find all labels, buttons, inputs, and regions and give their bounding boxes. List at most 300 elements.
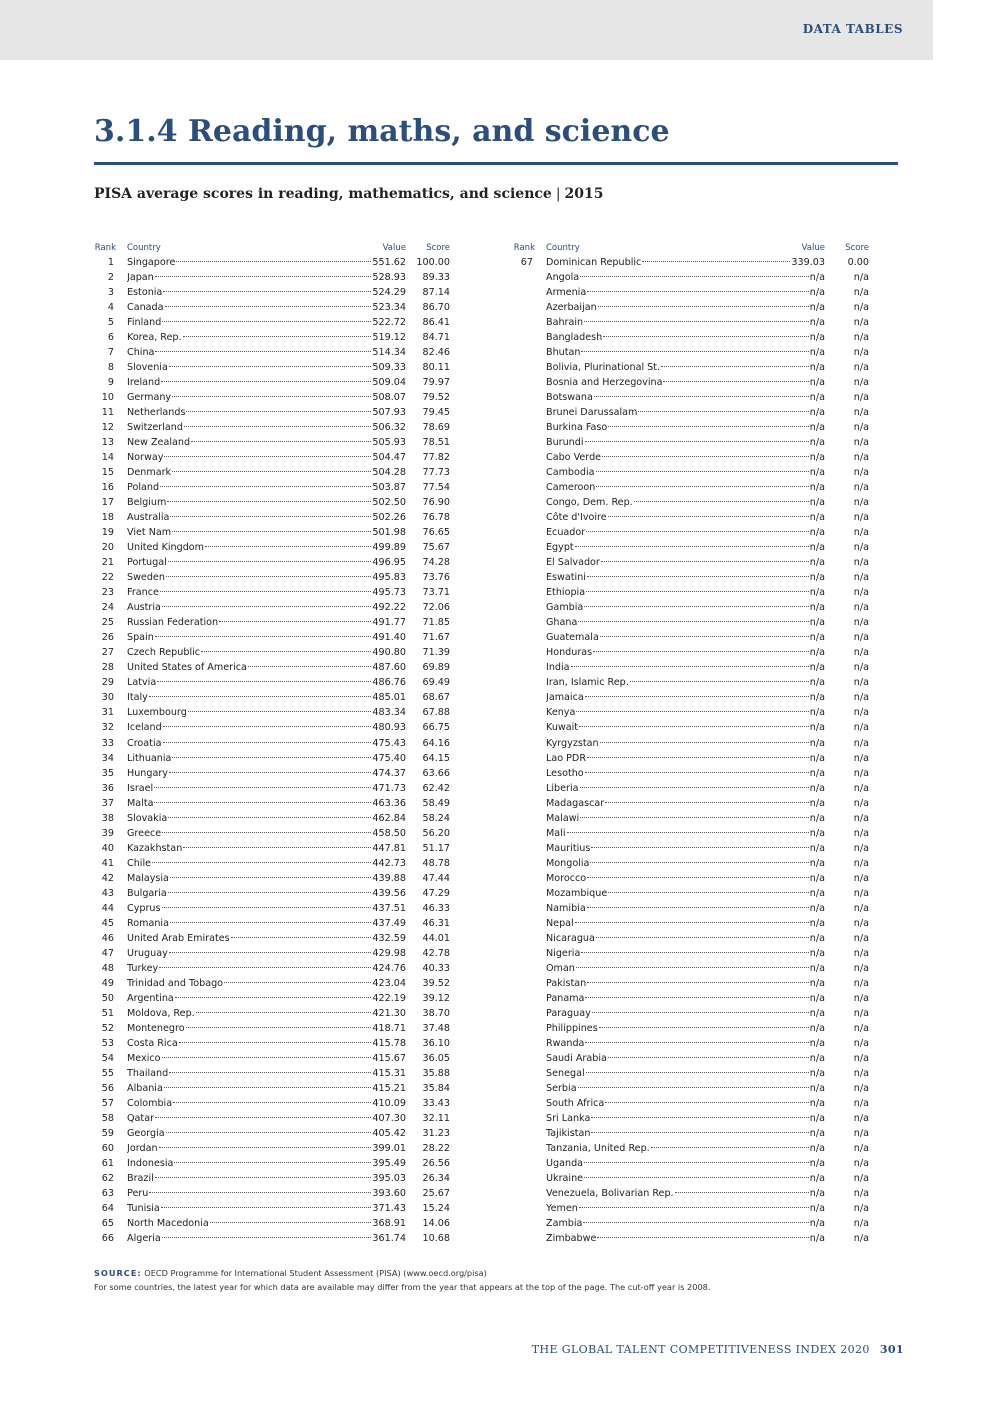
table-row bbox=[94, 811, 450, 826]
table-row bbox=[94, 766, 450, 781]
score-cell: 35.88 bbox=[422, 1067, 450, 1079]
table-row bbox=[94, 901, 450, 916]
country-leader bbox=[127, 720, 406, 735]
table-row bbox=[94, 255, 450, 270]
country-leader bbox=[546, 675, 825, 690]
table-row bbox=[513, 886, 869, 901]
score-cell: 80.11 bbox=[422, 362, 450, 374]
dot-leader bbox=[581, 952, 808, 953]
country-leader bbox=[546, 751, 825, 766]
country-cell: Lesotho bbox=[546, 767, 584, 779]
dot-leader bbox=[170, 877, 372, 878]
table-row bbox=[513, 450, 869, 465]
value-cell: 524.29 bbox=[372, 287, 406, 299]
dot-leader bbox=[578, 1087, 809, 1088]
country-cell: Dominican Republic bbox=[546, 257, 642, 268]
country-leader bbox=[546, 270, 825, 285]
country-cell: Luxembourg bbox=[127, 707, 187, 719]
rank-cell: 58 bbox=[101, 1112, 114, 1124]
dot-leader bbox=[601, 561, 809, 562]
dot-leader bbox=[585, 1042, 808, 1043]
value-cell: n/a bbox=[809, 1082, 825, 1094]
country-leader bbox=[127, 390, 406, 405]
score-cell: 48.78 bbox=[422, 857, 450, 869]
score-cell: n/a bbox=[853, 947, 869, 959]
country-leader bbox=[127, 781, 406, 796]
rank-cell: 57 bbox=[101, 1097, 114, 1109]
header-value: Value bbox=[801, 243, 825, 253]
rank-cell: 55 bbox=[101, 1067, 114, 1079]
country-leader bbox=[546, 1006, 825, 1021]
table-row bbox=[94, 360, 450, 375]
score-cell: 26.56 bbox=[422, 1157, 450, 1169]
table-column-right bbox=[513, 241, 869, 1246]
value-cell: 410.09 bbox=[372, 1097, 406, 1109]
table-row bbox=[94, 495, 450, 510]
table-row bbox=[513, 841, 869, 856]
dot-leader bbox=[598, 306, 809, 307]
table-row bbox=[513, 420, 869, 435]
value-cell: n/a bbox=[809, 632, 825, 644]
table-header bbox=[513, 241, 869, 255]
table-row bbox=[94, 435, 450, 450]
dot-leader bbox=[600, 742, 809, 743]
country-cell: Canada bbox=[127, 302, 164, 314]
table-row bbox=[513, 1036, 869, 1051]
country-leader bbox=[546, 525, 825, 540]
country-leader bbox=[546, 901, 825, 916]
dot-leader bbox=[642, 261, 790, 262]
dot-leader bbox=[154, 802, 371, 803]
value-cell: 361.74 bbox=[372, 1233, 406, 1245]
source-text: OECD Programme for International Student Assessment (PISA) (www.oecd.org/pisa) bbox=[144, 1268, 487, 1278]
value-cell: 507.93 bbox=[372, 407, 406, 419]
table-row bbox=[513, 1021, 869, 1036]
score-cell: 75.67 bbox=[422, 542, 450, 554]
value-cell: 495.73 bbox=[372, 587, 406, 599]
table-row bbox=[513, 1126, 869, 1141]
table-row bbox=[94, 270, 450, 285]
dot-leader bbox=[167, 501, 371, 502]
country-cell: Cyprus bbox=[127, 902, 161, 914]
country-leader bbox=[546, 976, 825, 991]
table-row bbox=[94, 736, 450, 751]
country-cell: Namibia bbox=[546, 902, 586, 914]
dot-leader bbox=[175, 997, 372, 998]
country-leader bbox=[127, 841, 406, 856]
value-cell: n/a bbox=[809, 377, 825, 389]
score-cell: n/a bbox=[853, 347, 869, 359]
country-cell: Honduras bbox=[546, 647, 593, 659]
dot-leader bbox=[608, 516, 809, 517]
table-row bbox=[94, 390, 450, 405]
value-cell: n/a bbox=[809, 527, 825, 539]
country-leader bbox=[127, 916, 406, 931]
score-cell: n/a bbox=[853, 467, 869, 479]
value-cell: 415.31 bbox=[372, 1067, 406, 1079]
country-cell: Botswana bbox=[546, 392, 593, 404]
score-cell: 40.33 bbox=[422, 962, 450, 974]
value-cell: n/a bbox=[809, 872, 825, 884]
value-cell: n/a bbox=[809, 977, 825, 989]
dot-leader bbox=[162, 321, 371, 322]
score-cell: n/a bbox=[853, 722, 869, 734]
score-cell: n/a bbox=[853, 1037, 869, 1049]
country-leader bbox=[127, 690, 406, 705]
value-cell: n/a bbox=[809, 647, 825, 659]
value-cell: 415.78 bbox=[372, 1037, 406, 1049]
country-leader bbox=[546, 931, 825, 946]
table-row bbox=[513, 540, 869, 555]
value-cell: 496.95 bbox=[372, 557, 406, 569]
country-cell: United Kingdom bbox=[127, 542, 205, 554]
country-cell: Tunisia bbox=[127, 1202, 160, 1214]
country-leader bbox=[546, 841, 825, 856]
table-row bbox=[513, 300, 869, 315]
rank-cell: 13 bbox=[101, 437, 114, 449]
table-row bbox=[94, 420, 450, 435]
value-cell: 399.01 bbox=[372, 1142, 406, 1154]
country-leader bbox=[546, 555, 825, 570]
country-leader bbox=[546, 720, 825, 735]
country-cell: Japan bbox=[127, 272, 154, 284]
score-cell: n/a bbox=[853, 617, 869, 629]
dot-leader bbox=[584, 1162, 809, 1163]
table-row bbox=[513, 675, 869, 690]
dot-leader bbox=[675, 1192, 809, 1193]
country-leader bbox=[127, 570, 406, 585]
country-leader bbox=[127, 510, 406, 525]
rank-cell: 60 bbox=[101, 1142, 114, 1154]
value-cell: 502.50 bbox=[372, 497, 406, 509]
value-cell: 447.81 bbox=[372, 842, 406, 854]
rank-cell: 64 bbox=[101, 1202, 114, 1214]
score-cell: 67.88 bbox=[422, 707, 450, 719]
score-cell: 76.90 bbox=[422, 497, 450, 509]
country-cell: Nigeria bbox=[546, 947, 581, 959]
country-leader bbox=[546, 811, 825, 826]
table-row bbox=[94, 615, 450, 630]
country-cell: Bangladesh bbox=[546, 332, 603, 344]
country-cell: Kuwait bbox=[546, 722, 579, 734]
score-cell: n/a bbox=[853, 692, 869, 704]
score-cell: 38.70 bbox=[422, 1007, 450, 1019]
country-cell: Thailand bbox=[127, 1067, 169, 1079]
country-leader bbox=[546, 420, 825, 435]
dot-leader bbox=[231, 937, 372, 938]
country-cell: Iceland bbox=[127, 722, 162, 734]
score-cell: n/a bbox=[853, 377, 869, 389]
country-leader bbox=[127, 375, 406, 390]
score-cell: n/a bbox=[853, 272, 869, 284]
country-cell: Qatar bbox=[127, 1112, 155, 1124]
country-leader bbox=[546, 705, 825, 720]
value-cell: 339.03 bbox=[791, 257, 825, 268]
value-cell: n/a bbox=[809, 272, 825, 284]
dot-leader bbox=[149, 696, 372, 697]
header-value: Value bbox=[382, 243, 406, 253]
table-row bbox=[513, 435, 869, 450]
score-cell: n/a bbox=[853, 992, 869, 1004]
table-row bbox=[513, 525, 869, 540]
value-cell: n/a bbox=[809, 677, 825, 689]
country-leader bbox=[546, 916, 825, 931]
country-cell: Bolivia, Plurinational St. bbox=[546, 362, 661, 374]
country-cell: Cambodia bbox=[546, 467, 595, 479]
country-cell: Cabo Verde bbox=[546, 452, 602, 464]
dot-leader bbox=[161, 1207, 372, 1208]
country-cell: Yemen bbox=[546, 1202, 578, 1214]
rank-cell: 29 bbox=[101, 677, 114, 689]
country-cell: Gambia bbox=[546, 602, 584, 614]
country-leader bbox=[546, 766, 825, 781]
country-leader bbox=[127, 345, 406, 360]
value-cell: 462.84 bbox=[372, 812, 406, 824]
score-cell: 79.97 bbox=[422, 377, 450, 389]
table-row bbox=[94, 450, 450, 465]
dot-leader bbox=[587, 757, 809, 758]
value-cell: n/a bbox=[809, 482, 825, 494]
table-row bbox=[94, 315, 450, 330]
value-cell: n/a bbox=[809, 1202, 825, 1214]
country-cell: Panama bbox=[546, 992, 585, 1004]
country-cell: Italy bbox=[127, 692, 148, 704]
country-cell: Malaysia bbox=[127, 872, 169, 884]
value-cell: 509.33 bbox=[372, 362, 406, 374]
score-cell: n/a bbox=[853, 1127, 869, 1139]
table-row bbox=[513, 976, 869, 991]
table-row bbox=[513, 255, 869, 270]
dot-leader bbox=[596, 937, 809, 938]
score-cell: n/a bbox=[853, 677, 869, 689]
score-cell: n/a bbox=[853, 362, 869, 374]
table-row bbox=[513, 375, 869, 390]
country-cell: Netherlands bbox=[127, 407, 186, 419]
header-score: Score bbox=[426, 243, 450, 253]
score-cell: n/a bbox=[853, 542, 869, 554]
dot-leader bbox=[591, 1132, 808, 1133]
score-cell: n/a bbox=[853, 887, 869, 899]
country-leader bbox=[127, 1021, 406, 1036]
country-leader bbox=[546, 390, 825, 405]
country-cell: Jordan bbox=[127, 1142, 158, 1154]
value-cell: 405.42 bbox=[372, 1127, 406, 1139]
section-label: DATA TABLES bbox=[802, 22, 903, 36]
table-row bbox=[94, 300, 450, 315]
dot-leader bbox=[155, 276, 372, 277]
country-cell: Zambia bbox=[546, 1218, 583, 1229]
dot-leader bbox=[155, 1117, 371, 1118]
rank-cell: 9 bbox=[107, 377, 114, 389]
country-leader bbox=[127, 1126, 406, 1141]
rank-cell: 46 bbox=[101, 932, 114, 944]
rank-cell: 40 bbox=[101, 842, 114, 854]
table-row bbox=[513, 1156, 869, 1171]
country-cell: South Africa bbox=[546, 1097, 605, 1109]
score-cell: n/a bbox=[853, 587, 869, 599]
country-cell: Georgia bbox=[127, 1127, 165, 1139]
score-cell: 86.41 bbox=[422, 317, 450, 329]
dot-leader bbox=[603, 336, 809, 337]
country-leader bbox=[127, 495, 406, 510]
country-leader bbox=[546, 1186, 825, 1201]
dot-leader bbox=[164, 1087, 372, 1088]
value-cell: 506.32 bbox=[372, 422, 406, 434]
dot-leader bbox=[162, 832, 371, 833]
dot-leader bbox=[163, 742, 372, 743]
dot-leader bbox=[173, 1102, 371, 1103]
value-cell: n/a bbox=[809, 992, 825, 1004]
value-cell: 439.88 bbox=[372, 872, 406, 884]
country-leader bbox=[546, 660, 825, 675]
country-cell: Mauritius bbox=[546, 842, 591, 854]
country-cell: China bbox=[127, 347, 155, 359]
value-cell: n/a bbox=[809, 1112, 825, 1124]
table-row bbox=[94, 946, 450, 961]
score-cell: n/a bbox=[853, 527, 869, 539]
score-cell: n/a bbox=[853, 452, 869, 464]
rank-cell: 65 bbox=[101, 1218, 114, 1229]
score-cell: 47.29 bbox=[422, 887, 450, 899]
country-leader bbox=[546, 480, 825, 495]
dot-leader bbox=[586, 1072, 809, 1073]
dot-leader bbox=[159, 967, 371, 968]
dot-leader bbox=[594, 396, 809, 397]
dot-leader bbox=[248, 666, 372, 667]
value-cell: 429.98 bbox=[372, 947, 406, 959]
country-cell: Senegal bbox=[546, 1067, 585, 1079]
country-cell: Latvia bbox=[127, 677, 157, 689]
dot-leader bbox=[172, 531, 371, 532]
country-cell: Saudi Arabia bbox=[546, 1052, 607, 1064]
table-row bbox=[94, 931, 450, 946]
rank-cell: 53 bbox=[101, 1037, 114, 1049]
country-cell: Spain bbox=[127, 632, 154, 644]
score-cell: n/a bbox=[853, 1218, 869, 1229]
country-leader bbox=[127, 675, 406, 690]
table-row bbox=[94, 1141, 450, 1156]
score-cell: 51.17 bbox=[422, 842, 450, 854]
country-leader bbox=[127, 751, 406, 766]
country-leader bbox=[127, 630, 406, 645]
country-cell: Uganda bbox=[546, 1157, 584, 1169]
table-row bbox=[94, 660, 450, 675]
dot-leader bbox=[576, 711, 808, 712]
table-row bbox=[94, 1171, 450, 1186]
country-cell: Trinidad and Tobago bbox=[127, 977, 224, 989]
table-row bbox=[513, 1141, 869, 1156]
dot-leader bbox=[168, 561, 372, 562]
rank-cell: 51 bbox=[101, 1007, 114, 1019]
table-row bbox=[94, 675, 450, 690]
value-cell: 475.40 bbox=[372, 752, 406, 764]
value-cell: 485.01 bbox=[372, 692, 406, 704]
country-cell: Malta bbox=[127, 797, 154, 809]
table-row bbox=[513, 465, 869, 480]
dot-leader bbox=[224, 982, 371, 983]
country-cell: Croatia bbox=[127, 737, 162, 749]
country-leader bbox=[127, 1051, 406, 1066]
dot-leader bbox=[165, 306, 372, 307]
score-cell: 64.15 bbox=[422, 752, 450, 764]
value-cell: n/a bbox=[809, 1007, 825, 1019]
dot-leader bbox=[196, 1012, 372, 1013]
table-row bbox=[94, 510, 450, 525]
page-title: 3.1.4 Reading, maths, and science bbox=[94, 114, 670, 149]
table-row bbox=[513, 946, 869, 961]
country-leader bbox=[546, 736, 825, 751]
dot-leader bbox=[585, 441, 809, 442]
country-cell: Venezuela, Bolivarian Rep. bbox=[546, 1187, 674, 1199]
score-cell: n/a bbox=[853, 977, 869, 989]
country-leader bbox=[127, 1231, 406, 1246]
rank-cell: 38 bbox=[101, 812, 114, 824]
value-cell: 523.34 bbox=[372, 302, 406, 314]
country-leader bbox=[546, 1111, 825, 1126]
table-row bbox=[513, 570, 869, 585]
dot-leader bbox=[597, 1237, 808, 1238]
value-cell: 501.98 bbox=[372, 527, 406, 539]
score-cell: n/a bbox=[853, 932, 869, 944]
score-cell: 64.16 bbox=[422, 737, 450, 749]
country-leader bbox=[546, 405, 825, 420]
score-cell: 33.43 bbox=[422, 1097, 450, 1109]
value-cell: 423.04 bbox=[372, 977, 406, 989]
country-cell: Colombia bbox=[127, 1097, 173, 1109]
country-leader bbox=[546, 886, 825, 901]
table-row bbox=[513, 871, 869, 886]
country-cell: United Arab Emirates bbox=[127, 932, 230, 944]
value-cell: n/a bbox=[809, 722, 825, 734]
dot-leader bbox=[592, 1012, 809, 1013]
value-cell: n/a bbox=[809, 437, 825, 449]
score-cell: 86.70 bbox=[422, 302, 450, 314]
value-cell: n/a bbox=[809, 797, 825, 809]
table-row bbox=[94, 525, 450, 540]
score-cell: 62.42 bbox=[422, 782, 450, 794]
dot-leader bbox=[585, 696, 809, 697]
country-leader bbox=[546, 690, 825, 705]
table-row bbox=[94, 330, 450, 345]
dot-leader bbox=[188, 711, 372, 712]
dot-leader bbox=[599, 1027, 809, 1028]
table-row bbox=[94, 1231, 450, 1246]
dot-leader bbox=[591, 847, 808, 848]
rank-cell: 49 bbox=[101, 977, 114, 989]
table-row bbox=[513, 720, 869, 735]
score-cell: 37.48 bbox=[422, 1022, 450, 1034]
table-row bbox=[94, 465, 450, 480]
rank-cell: 67 bbox=[520, 257, 533, 268]
score-cell: 68.67 bbox=[422, 692, 450, 704]
table-row bbox=[94, 405, 450, 420]
table-row bbox=[513, 330, 869, 345]
table-row bbox=[513, 480, 869, 495]
table-row bbox=[94, 1066, 450, 1081]
value-cell: 432.59 bbox=[372, 932, 406, 944]
value-cell: n/a bbox=[809, 707, 825, 719]
page-number: 301 bbox=[879, 1343, 904, 1356]
country-leader bbox=[546, 1141, 825, 1156]
rank-cell: 44 bbox=[101, 902, 114, 914]
country-leader bbox=[127, 255, 406, 270]
country-leader bbox=[546, 630, 825, 645]
country-cell: Albania bbox=[127, 1082, 163, 1094]
table-row bbox=[94, 1201, 450, 1216]
country-leader bbox=[127, 480, 406, 495]
country-cell: Angola bbox=[546, 272, 580, 284]
country-cell: Azerbaijan bbox=[546, 302, 597, 314]
